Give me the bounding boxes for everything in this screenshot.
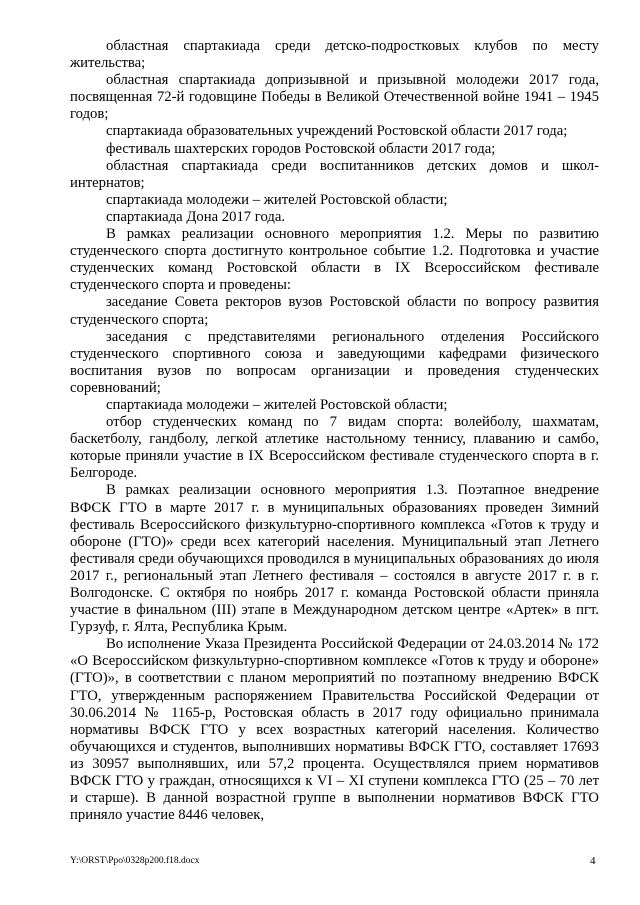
footer-file-path: Y:\ORST\Ppo\0328p200.f18.docx <box>70 856 200 866</box>
document-body <box>70 38 599 824</box>
paragraph: спартакиада образовательных учреждений Ростовской области 2017 года; <box>106 123 568 140</box>
paragraph: отбор студенческих команд по 7 видам спорта: волейболу, шахматам, баскетболу, гандболу, легкой атлетике настольному теннису, плаванию и самбо, которые приняли участие в IX Всероссийском фестивале студенческого спорта в г. Белгороде. <box>70 414 599 482</box>
page-number: 4 <box>590 855 596 867</box>
paragraph: заседания с представителями регионального отделения Российского студенческого спортивного союза и заведующими кафедрами физического воспитания вузов по вопросам организации и проведения студенческих соревнований; <box>70 328 599 396</box>
paragraph: областная спартакиада среди детско-подростковых клубов по месту жительства; <box>70 38 599 72</box>
paragraph: областная спартакиада допризывной и призывной молодежи 2017 года, посвященная 72-й годовщине Победы в Великой Отечественной войне 1941 – 1945 годов; <box>70 72 599 123</box>
paragraph: Во исполнение Указа Президента Российской Федерации от 24.03.2014 № 172 «О Всероссийском физкультурно-спортивном комплексе «Готов к труду и обороне» (ГТО)», в соответствии с планом мероприятий по поэтапному внедрению ВФСК ГТО, утвержденным распоряжением Правительства Российской Федерации от 30.06.2014 № 1165-р, Ростовская область в 2017 году официально принимала нормативы ВФСК ГТО у всех возрастных категорий населения. Количество обучающихся и студентов, выполнивших нормативы ВФСК ГТО, составляет 17693 из 30957 выполнявших, или 57,2 процента. Осуществлялся прием нормативов ВФСК ГТО у граждан, относящихся к VI – XI ступени комплекса ГТО (25 – 70 лет и старше). В данной возрастной группе в выполнении нормативов ВФСК ГТО приняло участие 8446 человек, <box>70 636 599 824</box>
paragraph: спартакиада Дона 2017 года. <box>106 208 286 225</box>
paragraph: В рамках реализации основного мероприятия 1.3. Поэтапное внедрение ВФСК ГТО в марте 2017 г. в муниципальных образованиях проведен Зимний фестиваль Всероссийского физкультурно-спортивного комплекса «Готов к труду и обороне (ГТО)» среди всех категорий населения. Муниципальный этап Летнего фестиваля среди обучающихся проводился в муниципальных образованиях до июля 2017 г., региональный этап Летнего фестиваля – состоялся в августе 2017 г. в г. Волгодонске. С октября по ноябрь 2017 г. команда Ростовской области приняла участие в финальном (III) этапе в Международном детском центре «Артек» в пгт. Гурзуф, г. Ялта, Республика Крым. <box>70 482 599 636</box>
paragraph: спартакиада молодежи – жителей Ростовской области; <box>106 191 448 208</box>
paragraph: областная спартакиада среди воспитанников детских домов и школ-интернатов; <box>70 157 599 191</box>
paragraph: В рамках реализации основного мероприятия 1.2. Меры по развитию студенческого спорта достигнуто контрольное событие 1.2. Подготовка и участие студенческих команд Ростовской области в IX Всероссийском фестивале студенческого спорта и проведены: <box>70 226 599 294</box>
paragraph: фестиваль шахтерских городов Ростовской области 2017 года; <box>106 140 496 157</box>
paragraph: спартакиада молодежи – жителей Ростовской области; <box>106 396 448 413</box>
paragraph: заседание Совета ректоров вузов Ростовской области по вопросу развития студенческого спорта; <box>70 294 599 328</box>
